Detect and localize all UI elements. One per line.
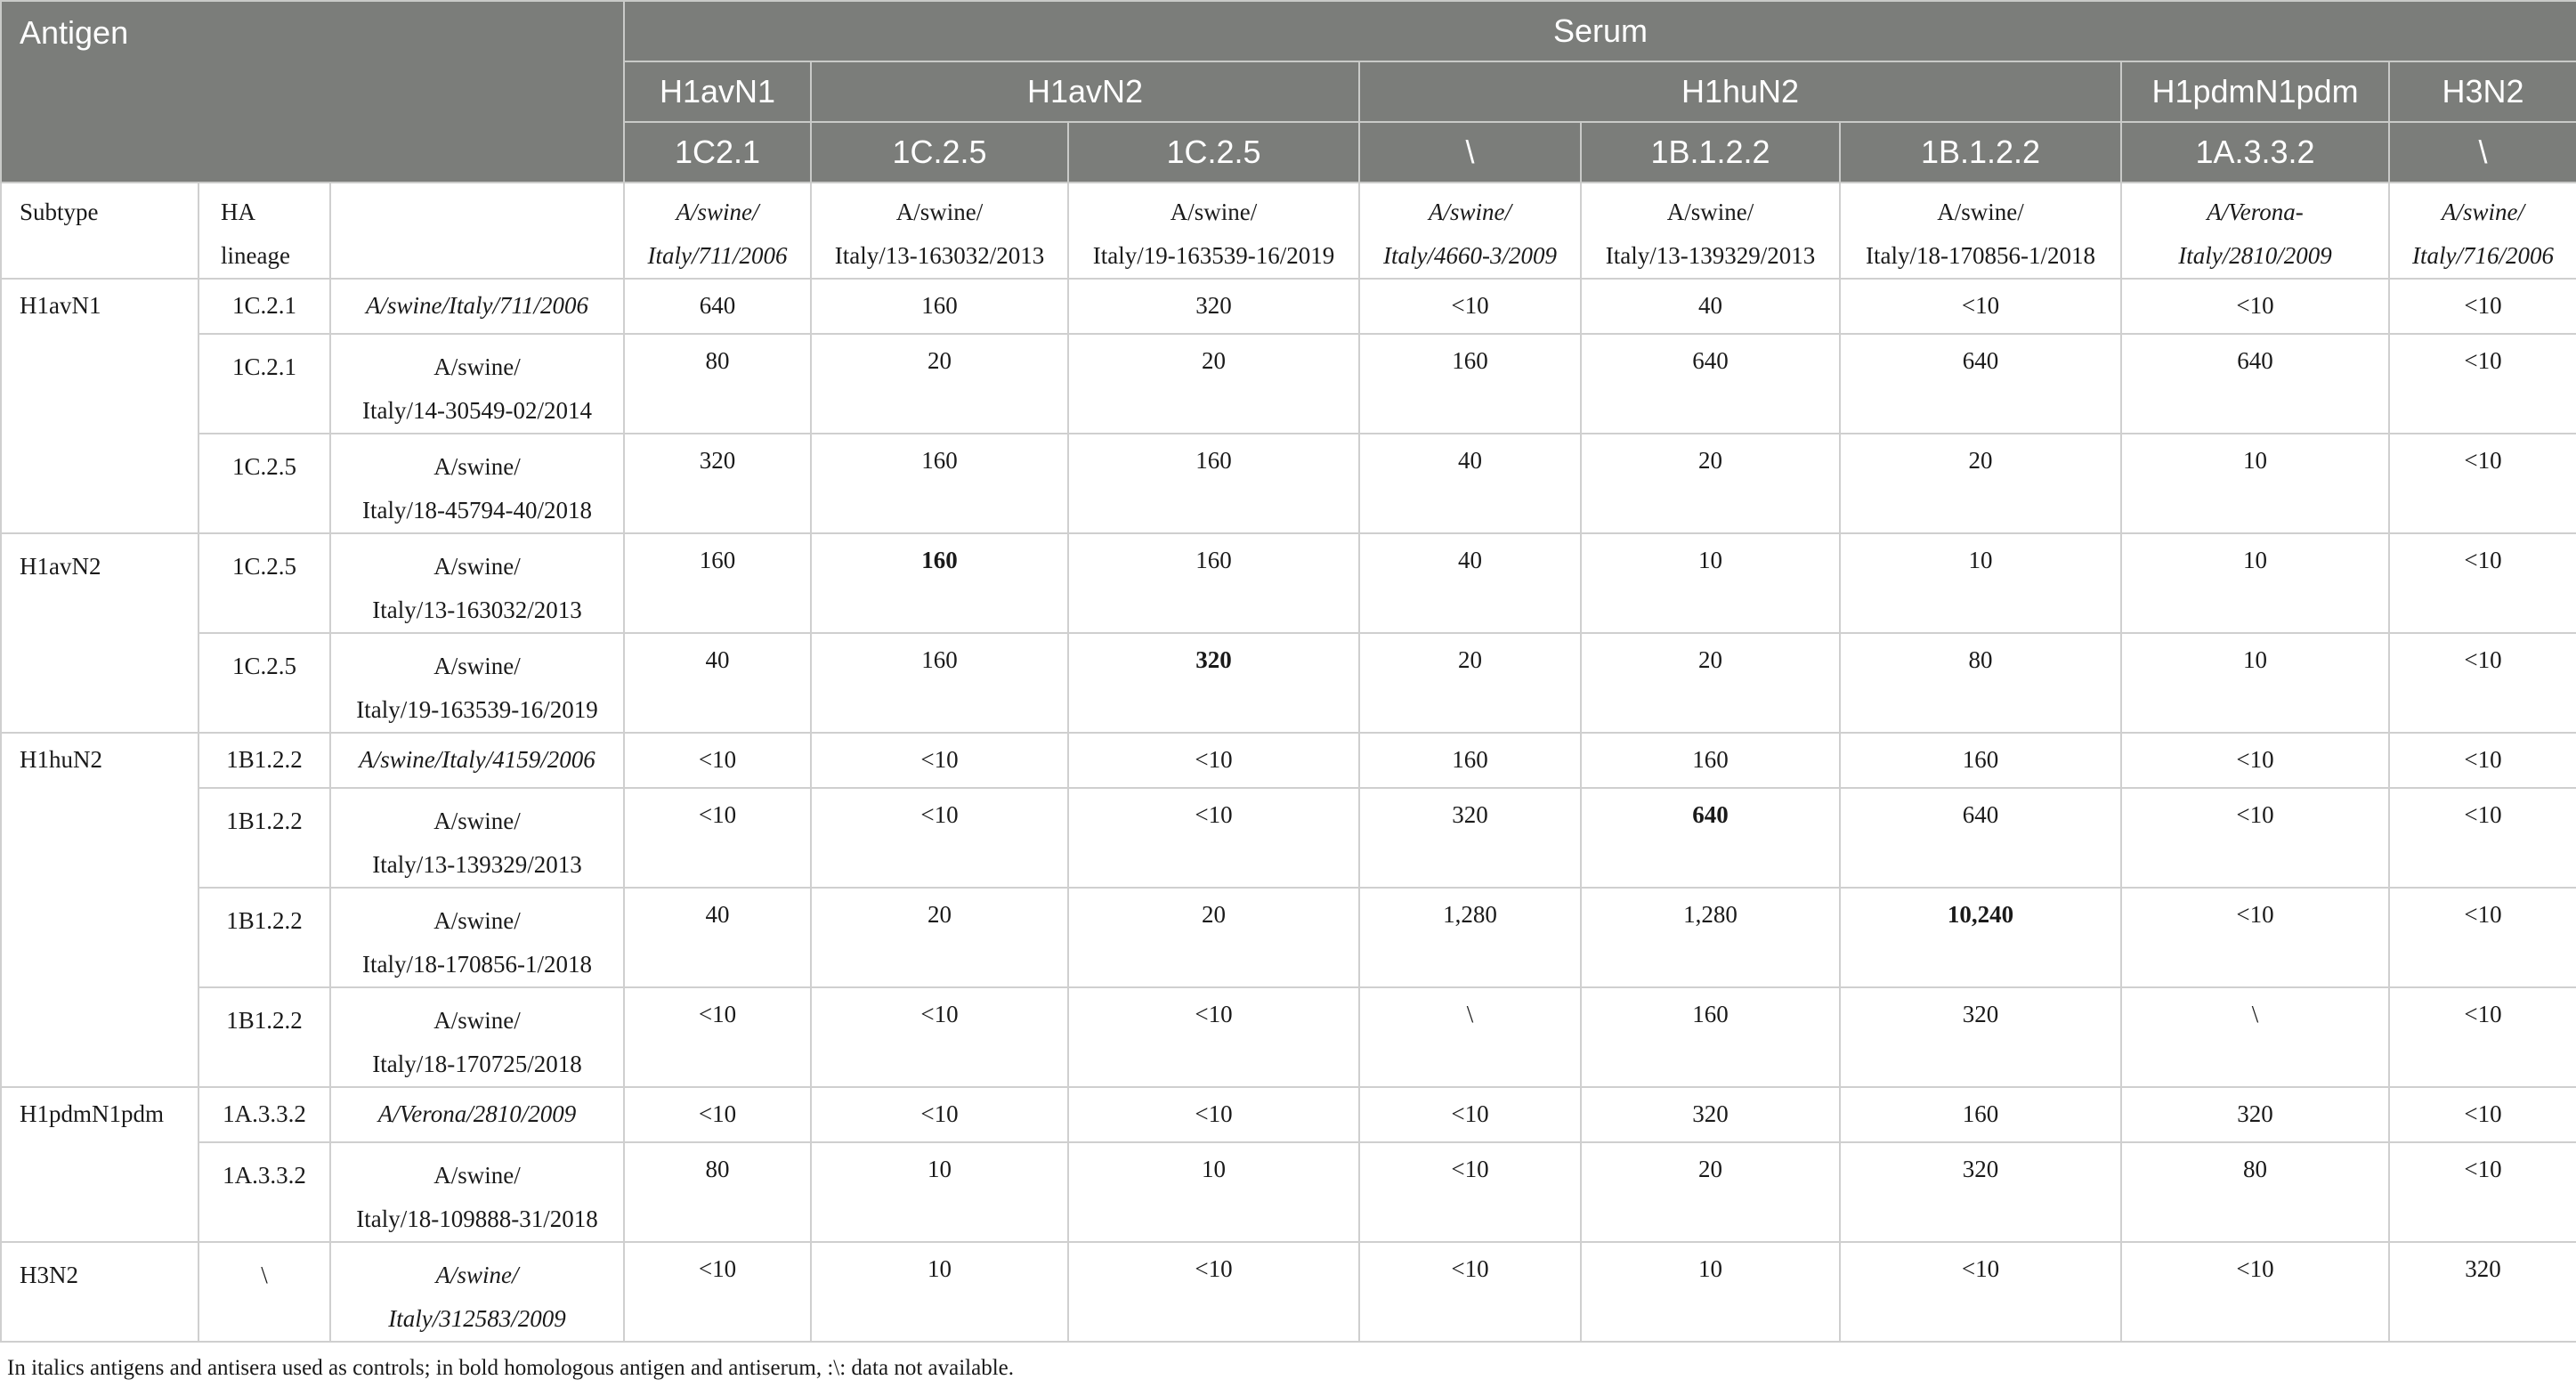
titer-cell: 20 — [811, 334, 1068, 434]
antigen-strain-line: A/swine/ — [433, 553, 521, 580]
serum-strain — [1068, 183, 1359, 279]
subtype-header-h1avn2: H1avN2 — [811, 61, 1359, 122]
titer-cell: 20 — [1359, 633, 1581, 733]
antigen-strain-cell — [330, 1142, 624, 1242]
titer-cell: 160 — [811, 434, 1068, 533]
titer-cell: <10 — [1359, 279, 1581, 334]
titer-cell: 1,280 — [1359, 888, 1581, 987]
titer-cell: 20 — [1581, 1142, 1840, 1242]
titer-cell: 160 — [1359, 334, 1581, 434]
titer-cell: <10 — [1068, 1087, 1359, 1142]
serum-strain-line: A/swine/ — [895, 199, 984, 225]
lineage-header: \ — [1359, 122, 1581, 183]
titer-cell: <10 — [1068, 987, 1359, 1087]
titer-cell: 320 — [2121, 1087, 2389, 1142]
titer-cell: 20 — [1068, 334, 1359, 434]
titer-cell: 320 — [1840, 987, 2121, 1087]
serum-strain — [1840, 183, 2121, 279]
lineage-header: 1B.1.2.2 — [1840, 122, 2121, 183]
titer-cell: <10 — [811, 733, 1068, 788]
titer-cell: 10 — [2121, 533, 2389, 633]
table-row — [1, 279, 2576, 334]
lineage-cell: \ — [198, 1242, 330, 1342]
titer-cell: 160 — [1068, 434, 1359, 533]
titer-cell: 320 — [1359, 788, 1581, 888]
titer-cell: <10 — [2121, 279, 2389, 334]
serum-strain-line: A/swine/ — [1170, 199, 1258, 225]
ha-label: HA — [221, 199, 255, 225]
titer-cell: <10 — [811, 987, 1068, 1087]
serum-strain-line: A/swine/ — [1429, 199, 1512, 225]
titer-cell: <10 — [2389, 633, 2576, 733]
lineage-cell: 1A.3.3.2 — [198, 1142, 330, 1242]
titer-cell: <10 — [2389, 334, 2576, 434]
lineage-cell: 1C.2.5 — [198, 434, 330, 533]
lineage-header: 1A.3.3.2 — [2121, 122, 2389, 183]
lineage-header: 1C2.1 — [624, 122, 811, 183]
serum-header: Serum — [624, 1, 2576, 61]
antigen-strain-cell — [330, 533, 624, 633]
antigen-header: Antigen — [1, 1, 624, 183]
titer-cell: 20 — [811, 888, 1068, 987]
antigen-strain-line: A/swine/ — [433, 808, 521, 834]
titer-cell: 640 — [1840, 788, 2121, 888]
titer-cell: 20 — [1581, 434, 1840, 533]
titer-cell: 640 — [624, 279, 811, 334]
serum-strain — [1581, 183, 1840, 279]
serum-strain-line: Italy/13-163032/2013 — [834, 242, 1045, 269]
titer-cell: <10 — [2389, 733, 2576, 788]
antigen-strain-cell — [330, 279, 624, 334]
antigen-strain-line: A/swine/ — [433, 353, 521, 380]
lineage-cell: 1C.2.5 — [198, 533, 330, 633]
titer-cell: <10 — [1359, 1142, 1581, 1242]
subtype-header-h1avn1: H1avN1 — [624, 61, 811, 122]
titer-cell: 40 — [1359, 434, 1581, 533]
titer-cell: <10 — [2121, 733, 2389, 788]
serum-strain-line: Italy/2810/2009 — [2178, 242, 2332, 269]
titer-cell: 320 — [1068, 279, 1359, 334]
antigen-strain-cell — [330, 888, 624, 987]
serum-strain-line: Italy/4660-3/2009 — [1383, 242, 1557, 269]
antigen-strain-cell — [330, 1087, 624, 1142]
lineage-cell: 1B1.2.2 — [198, 788, 330, 888]
table-row — [1, 733, 2576, 788]
table-footnote: In italics antigens and antisera used as controls; in bold homologous antigen and antiserum, :\: data not available. — [7, 1356, 1014, 1380]
subtype-cell: H1huN2 — [1, 733, 198, 1087]
titer-cell: <10 — [624, 987, 811, 1087]
antigen-strain-line: A/swine/ — [433, 907, 521, 934]
titer-cell: <10 — [2121, 888, 2389, 987]
titer-cell: 160 — [624, 533, 811, 633]
titer-cell: 80 — [1840, 633, 2121, 733]
table-row — [1, 888, 2576, 987]
titer-cell: <10 — [624, 1242, 811, 1342]
titer-cell: <10 — [2389, 533, 2576, 633]
titer-cell: <10 — [624, 733, 811, 788]
titer-cell: 1,280 — [1581, 888, 1840, 987]
subtype-cell: H1avN2 — [1, 533, 198, 733]
antigen-strain-line: Italy/13-163032/2013 — [372, 597, 582, 623]
titer-cell: 20 — [1068, 888, 1359, 987]
lineage-label: lineage — [221, 242, 290, 269]
antigen-strain-line: Italy/19-163539-16/2019 — [356, 696, 598, 723]
antigen-strain-line: Italy/18-45794-40/2018 — [362, 497, 592, 524]
titer-cell: <10 — [2121, 788, 2389, 888]
titer-cell: 10 — [1581, 533, 1840, 633]
titer-cell: <10 — [1840, 1242, 2121, 1342]
serum-strain-line: A/swine/ — [676, 199, 759, 225]
ha-lineage-column-label — [198, 183, 330, 279]
titer-cell: <10 — [624, 788, 811, 888]
titer-cell: 320 — [624, 434, 811, 533]
subtype-header-h3n2: H3N2 — [2389, 61, 2576, 122]
antigen-strain-line: Italy/13-139329/2013 — [372, 851, 582, 878]
titer-cell: 10 — [1581, 1242, 1840, 1342]
antigen-strain-line: Italy/312583/2009 — [388, 1305, 566, 1332]
titer-cell: 10 — [2121, 434, 2389, 533]
titer-cell: 10 — [811, 1142, 1068, 1242]
table-row — [1, 533, 2576, 633]
antigen-strain-line: A/Verona/2810/2009 — [377, 1100, 577, 1127]
antigen-strain-line: Italy/18-170725/2018 — [372, 1051, 582, 1077]
titer-cell: <10 — [811, 1087, 1068, 1142]
subtype-header-h1hun2: H1huN2 — [1359, 61, 2121, 122]
titer-cell: <10 — [1068, 1242, 1359, 1342]
lineage-header: 1C.2.5 — [811, 122, 1068, 183]
titer-cell: <10 — [624, 1087, 811, 1142]
titer-cell: <10 — [1840, 279, 2121, 334]
serum-strain-line: Italy/19-163539-16/2019 — [1092, 242, 1335, 269]
table-row — [1, 987, 2576, 1087]
titer-cell: 640 — [1581, 788, 1840, 888]
table-row — [1, 1242, 2576, 1342]
titer-cell: <10 — [811, 788, 1068, 888]
antigen-strain-cell — [330, 1242, 624, 1342]
titer-cell: 40 — [624, 888, 811, 987]
antigen-strain-line: A/swine/ — [433, 653, 521, 679]
titer-cell: 80 — [2121, 1142, 2389, 1242]
titer-cell: <10 — [2389, 788, 2576, 888]
titer-cell: <10 — [1068, 733, 1359, 788]
serum-strain-line: Italy/711/2006 — [647, 242, 788, 269]
antigen-strain-cell — [330, 733, 624, 788]
antigen-strain-cell — [330, 334, 624, 434]
titer-cell: <10 — [1068, 788, 1359, 888]
subtype-cell: H1avN1 — [1, 279, 198, 533]
serum-strain — [1359, 183, 1581, 279]
antigen-strain-line: A/swine/ — [433, 453, 521, 480]
lineage-cell: 1C.2.1 — [198, 279, 330, 334]
strain-column-label — [330, 183, 624, 279]
titer-cell: 320 — [1581, 1087, 1840, 1142]
serum-strain — [2389, 183, 2576, 279]
titer-cell: 160 — [1068, 533, 1359, 633]
titer-cell: 20 — [1840, 434, 2121, 533]
titer-cell: 640 — [1581, 334, 1840, 434]
lineage-header: 1C.2.5 — [1068, 122, 1359, 183]
titer-cell: 40 — [1359, 533, 1581, 633]
titer-cell: 160 — [1840, 1087, 2121, 1142]
table-row — [1, 334, 2576, 434]
titer-cell: <10 — [2389, 888, 2576, 987]
titer-cell: 40 — [624, 633, 811, 733]
titer-cell: 160 — [1840, 733, 2121, 788]
subtype-column-label: Subtype — [1, 183, 198, 279]
titer-cell: <10 — [2389, 987, 2576, 1087]
titer-cell: 40 — [1581, 279, 1840, 334]
antigen-strain-cell — [330, 987, 624, 1087]
serum-strain — [811, 183, 1068, 279]
titer-cell: 160 — [1581, 733, 1840, 788]
antigen-strain-line: Italy/18-170856-1/2018 — [362, 951, 592, 978]
table-row — [1, 633, 2576, 733]
table-row — [1, 1087, 2576, 1142]
antigen-strain-line: A/swine/Italy/711/2006 — [366, 292, 588, 319]
titer-cell: <10 — [1359, 1242, 1581, 1342]
titer-cell: 160 — [1359, 733, 1581, 788]
titer-cell: <10 — [2389, 279, 2576, 334]
titer-cell: 10 — [1068, 1142, 1359, 1242]
antigen-strain-cell — [330, 788, 624, 888]
titer-cell: <10 — [2389, 1087, 2576, 1142]
table-row — [1, 434, 2576, 533]
titer-cell: \ — [1359, 987, 1581, 1087]
serum-strain-line: A/swine/ — [1937, 199, 2024, 225]
antigen-strain-cell — [330, 434, 624, 533]
titer-cell: <10 — [2389, 434, 2576, 533]
antigen-strain-cell — [330, 633, 624, 733]
titer-cell: 10,240 — [1840, 888, 2121, 987]
lineage-cell: 1B1.2.2 — [198, 888, 330, 987]
lineage-cell: 1C.2.5 — [198, 633, 330, 733]
subtype-cell: H3N2 — [1, 1242, 198, 1342]
lineage-cell: 1A.3.3.2 — [198, 1087, 330, 1142]
titer-cell: 160 — [1581, 987, 1840, 1087]
serum-strain-line: A/swine/ — [1666, 199, 1754, 225]
table-row — [1, 1142, 2576, 1242]
subtype-cell: H1pdmN1pdm — [1, 1087, 198, 1242]
table-row — [1, 788, 2576, 888]
titer-cell: 10 — [1840, 533, 2121, 633]
lineage-cell: 1B1.2.2 — [198, 987, 330, 1087]
serum-strain — [624, 183, 811, 279]
antigen-strain-line: Italy/18-109888-31/2018 — [356, 1205, 598, 1232]
serum-strain — [2121, 183, 2389, 279]
serum-strain-line: Italy/13-139329/2013 — [1605, 242, 1816, 269]
titer-cell: 10 — [2121, 633, 2389, 733]
serum-strain-line: Italy/716/2006 — [2412, 242, 2555, 269]
titer-cell: 160 — [811, 533, 1068, 633]
serum-strain-line: A/Verona- — [2207, 199, 2304, 225]
serum-strain-line: Italy/18-170856-1/2018 — [1866, 242, 2095, 269]
titer-cell: 160 — [811, 633, 1068, 733]
titer-cell: 80 — [624, 334, 811, 434]
titer-cell: 10 — [811, 1242, 1068, 1342]
antigen-strain-line: A/swine/ — [435, 1262, 519, 1288]
titer-cell: 320 — [1068, 633, 1359, 733]
antigen-strain-line: A/swine/ — [433, 1007, 521, 1034]
antigen-strain-line: Italy/14-30549-02/2014 — [362, 397, 592, 424]
titer-cell: 640 — [2121, 334, 2389, 434]
titer-cell: <10 — [2389, 1142, 2576, 1242]
titer-cell: 320 — [1840, 1142, 2121, 1242]
titer-cell: 640 — [1840, 334, 2121, 434]
titer-cell: <10 — [1359, 1087, 1581, 1142]
titer-cell: 80 — [624, 1142, 811, 1242]
titer-cell: 320 — [2389, 1242, 2576, 1342]
titer-cell: \ — [2121, 987, 2389, 1087]
lineage-header: 1B.1.2.2 — [1581, 122, 1840, 183]
lineage-cell: 1C.2.1 — [198, 334, 330, 434]
column-subheader-row — [1, 183, 2576, 279]
serum-strain-line: A/swine/ — [2442, 199, 2525, 225]
lineage-cell: 1B1.2.2 — [198, 733, 330, 788]
titer-cell: 160 — [811, 279, 1068, 334]
antigen-strain-line: A/swine/ — [433, 1162, 521, 1189]
antigen-strain-line: A/swine/Italy/4159/2006 — [359, 746, 595, 773]
titer-cell: 20 — [1581, 633, 1840, 733]
subtype-header-h1pdmn1pdm: H1pdmN1pdm — [2121, 61, 2389, 122]
titer-cell: <10 — [2121, 1242, 2389, 1342]
lineage-header: \ — [2389, 122, 2576, 183]
